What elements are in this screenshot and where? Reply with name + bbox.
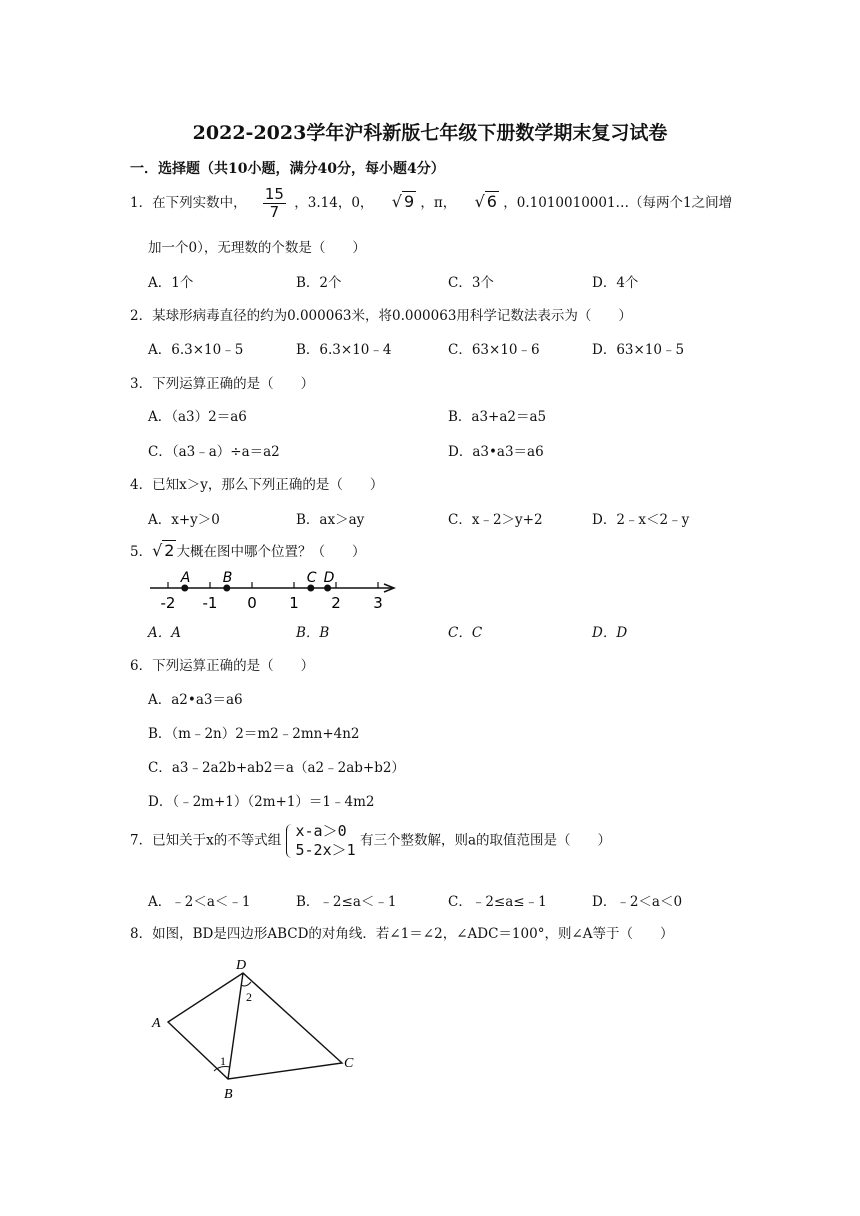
- quadrilateral-figure: [148, 955, 368, 1103]
- q7-option-c: C．﹣2≤a≤﹣1: [448, 894, 547, 910]
- question-4: 4．已知x＞y，那么下列正确的是（ ）: [130, 477, 384, 493]
- q1-option-a: A．1个: [148, 275, 194, 291]
- q5-option-b: [296, 621, 329, 641]
- q4-option-b: B．ax＞ay: [296, 512, 365, 528]
- q1-option-c: C．3个: [448, 275, 494, 291]
- sqrt-9: √ 9: [391, 192, 415, 211]
- q1-tail: ，0.1010010001…（每两个1之间增: [503, 195, 733, 211]
- angle-2-arc: [241, 982, 251, 986]
- tick-label: 3: [373, 594, 383, 612]
- q6-option-a: A．a2•a3＝a6: [148, 692, 243, 708]
- vertex-label-c: C: [344, 1056, 354, 1071]
- q5-option-a: [148, 621, 181, 641]
- point-label-c: C: [306, 570, 317, 586]
- q1-lead: 1．在下列实数中，: [130, 195, 247, 211]
- q3-option-a: A．（a3）2＝a6: [148, 409, 247, 425]
- q2-option-d: D．63×10﹣5: [592, 342, 685, 358]
- q7-option-a: A．﹣2＜a＜﹣1: [148, 894, 251, 910]
- q1-mid1: ，3.14，0，: [294, 195, 374, 211]
- tick-label: -2: [160, 594, 176, 612]
- q6-option-c: C．a3﹣2a2b+ab2＝a（a2﹣2ab+b2）: [148, 760, 405, 776]
- q1-mid2: ，π，: [420, 195, 457, 211]
- q1-line2: 加一个0），无理数的个数是（ ）: [148, 240, 366, 256]
- q3-option-d: D．a3•a3＝a6: [448, 444, 544, 460]
- q6-option-d: D．（﹣2m+1）（2m+1）＝1﹣4m2: [148, 794, 375, 810]
- q4-option-c: C．x﹣2＞y+2: [448, 512, 543, 528]
- angle-label-2: 2: [246, 990, 252, 1004]
- question-2: 2．某球形病毒直径的约为0.000063米，将0.000063用科学记数法表示为（ ）: [130, 308, 632, 324]
- q5-option-d: [592, 621, 627, 641]
- q5-number: 5．: [130, 544, 153, 560]
- point-label-a: A: [180, 570, 191, 586]
- page-title: 2022-2023学年沪科新版七年级下册数学期末复习试卷: [192, 122, 668, 144]
- q6-option-b: B．（m﹣2n）2＝m2﹣2mn+4n2: [148, 726, 360, 742]
- q2-option-c: C．63×10﹣6: [448, 342, 540, 358]
- q1-option-d: D．4个: [592, 275, 639, 291]
- sqrt-9-radicand: 9: [403, 192, 415, 211]
- fraction-numerator: 15: [264, 185, 284, 203]
- q3-option-b: B．a3+a2＝a5: [448, 409, 547, 425]
- fraction-denominator: 7: [269, 203, 280, 221]
- inequality-2: 5-2x＞1: [295, 841, 356, 859]
- q2-option-b: B．6.3×10﹣4: [296, 342, 392, 358]
- q7-option-b: B．﹣2≤a＜﹣1: [296, 894, 397, 910]
- number-line-figure: [148, 566, 400, 612]
- tick-label: 2: [331, 594, 341, 612]
- fraction-15-7: [263, 186, 286, 221]
- q5-option-c: [448, 621, 482, 641]
- inequality-1: x-a＞0: [295, 822, 347, 840]
- tick-label: -1: [202, 594, 218, 612]
- q7-tail: 有三个整数解，则a的取值范围是（ ）: [359, 832, 612, 849]
- q3-option-c: C．（a3﹣a）÷a＝a2: [148, 444, 280, 460]
- q5-option-c-text: C．C: [448, 625, 483, 641]
- tick-label: 0: [247, 594, 257, 612]
- q5-option-b-text: B．B: [296, 625, 330, 641]
- diagonal-bd: [228, 973, 243, 1079]
- sqrt-2-radicand: 2: [164, 541, 175, 560]
- vertex-label-b: B: [224, 1087, 233, 1102]
- q7-option-d: D．﹣2＜a＜0: [592, 894, 683, 910]
- section-heading: 一．选择题（共10小题，满分40分，每小题4分）: [130, 161, 445, 177]
- question-5: [130, 540, 365, 560]
- inequality-system: [286, 822, 356, 860]
- q4-option-a: A．x+y＞0: [148, 512, 220, 528]
- q5-option-a-text: A．A: [148, 625, 181, 641]
- vertex-label-d: D: [236, 958, 247, 973]
- point-label-d: D: [323, 570, 335, 586]
- question-3: 3．下列运算正确的是（ ）: [130, 376, 315, 392]
- question-6: 6．下列运算正确的是（ ）: [130, 658, 315, 674]
- point-label-b: B: [222, 570, 233, 586]
- q7-lead: 7．已知关于x的不等式组: [130, 832, 282, 849]
- question-7: [130, 822, 611, 860]
- angle-label-1: 1: [220, 1054, 226, 1068]
- q2-option-a: A．6.3×10﹣5: [148, 342, 244, 358]
- sqrt-6: √ 6: [474, 192, 497, 211]
- q4-option-d: D．2﹣x＜2﹣y: [592, 512, 690, 528]
- tick-label: 1: [289, 594, 299, 612]
- quadrilateral-abcd: [168, 973, 342, 1079]
- q1-option-b: B．2个: [296, 275, 342, 291]
- q5-text: 大概在图中哪个位置？（ ）: [176, 544, 366, 560]
- q5-option-d-text: D．D: [592, 625, 628, 641]
- question-8: 8．如图，BD是四边形ABCD的对角线．若∠1＝∠2，∠ADC＝100°，则∠A等于（ ）: [130, 926, 674, 942]
- sqrt-6-radicand: 6: [486, 192, 497, 211]
- sqrt-2: √ 2: [152, 541, 175, 560]
- question-1: [130, 186, 732, 221]
- vertex-label-a: A: [152, 1016, 161, 1031]
